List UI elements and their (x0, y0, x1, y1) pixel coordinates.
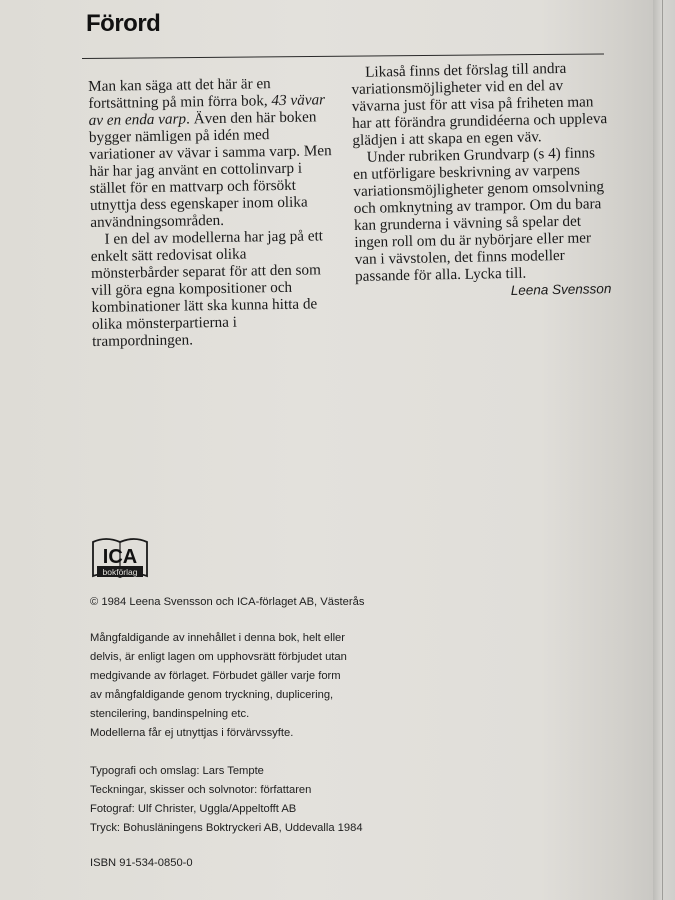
preface-paragraph-3: Likaså finns det förslag till andra variationsmöjligheter vid en del av vävarna just för att visa på friheten man har att förändra grundidéerna och uppleva glädjen i att skapa en egen väv. (351, 59, 608, 149)
logo-top-text: ICA (102, 546, 138, 568)
credit-line: Teckningar, skisser och solvnotor: författaren (90, 784, 312, 796)
credit-line: Typografi och omslag: Lars Tempte (90, 765, 264, 777)
page-title: Förord (86, 10, 161, 37)
legal-line: av mångfaldigande genom tryckning, duplicering, (90, 689, 334, 701)
title-rule (82, 53, 604, 59)
legal-line: delvis, är enligt lagen om upphovsrätt förbjudet utan (90, 651, 347, 663)
previous-book-title: 43 vävar av en enda varp (88, 91, 326, 129)
paragraph-1-text-a: Man kan säga att det här är en fortsättning på min förra bok, (88, 75, 272, 112)
isbn: ISBN 91-534-0850-0 (90, 857, 193, 869)
logo-bottom-text: bokförlag (102, 567, 138, 577)
open-book-icon (90, 534, 150, 584)
publisher-logo (90, 534, 150, 584)
credit-line: Fotograf: Ulf Christer, Uggla/Appeltofft AB (90, 803, 297, 815)
preface-paragraph-2: I en del av modellerna har jag på ett enkelt sätt redovisat olika mönsterbårder separat för att den som vill göra egna kompositioner och kombinationer lätt ska kunna hitta de olika mönsterpartierna i trampordningen. (90, 227, 324, 350)
legal-line: stencilering, bandinspelning etc. (90, 708, 250, 720)
preface-left-column (88, 74, 337, 350)
page-edge (653, 0, 675, 900)
preface-paragraph-4: Under rubriken Grundvarp (s 4) finns en utförligare beskrivning av varpens variationsmöjligheter genom omsolvning och omknytning av trampor. Om du bara kan grunderna i vävning så spelar det ingen roll om du är nybörjare eller mer van i vävstolen, det finns modeller passande för alla. Lycka till. (352, 144, 605, 285)
preface-right-column (351, 59, 612, 302)
legal-line: Mångfaldigande av innehållet i denna bok, helt eller (90, 632, 346, 644)
copyright-line: © 1984 Leena Svensson och ICA-förlaget AB, Västerås (90, 596, 365, 608)
page-edge-line (662, 0, 663, 900)
preface-paragraph-1 (88, 74, 335, 231)
legal-line: Modellerna får ej utnyttjas i förvärvssyfte. (90, 727, 294, 739)
paragraph-1-text-b: . Även den här boken bygger nämligen på idén med variationer av vävar i samma varp. Men här har jag använt en cottolinvarp i stället för en mattvarp och försökt utnyttja dess egenskaper inom olika användningsområden. (88, 108, 332, 231)
author-signature: Leena Svensson (510, 281, 612, 298)
credits (90, 762, 363, 838)
credit-line: Tryck: Bohusläningens Boktryckeri AB, Uddevalla 1984 (90, 822, 363, 834)
legal-line: medgivande av förlaget. Förbudet gäller varje form (90, 670, 341, 682)
legal-notice (90, 629, 347, 743)
